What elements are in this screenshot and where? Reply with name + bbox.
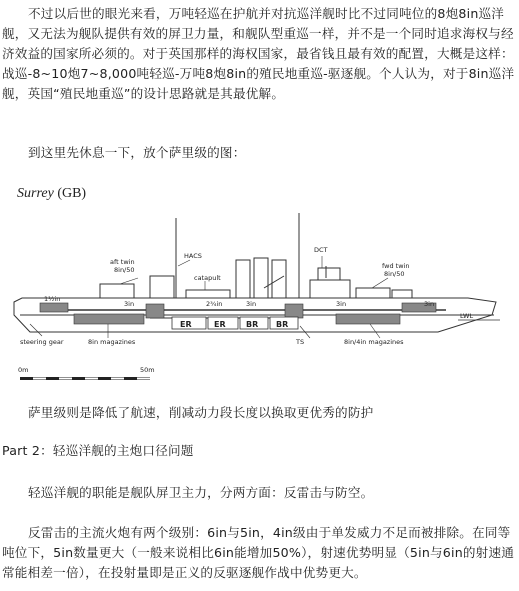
label-deck-3in-b: 3in [246, 300, 257, 308]
figure-title-name: Surrey [17, 186, 54, 201]
label-hacs: HACS [184, 252, 202, 260]
label-deck-3in-a: 3in [124, 300, 135, 308]
label-fwd-twin-cal: 8in/50 [384, 270, 405, 278]
paragraph-role: 轻巡洋舰的职能是舰队屏卫主力，分两方面：反雷击与防空。 [28, 485, 374, 500]
label-ts: TS [296, 338, 305, 346]
figure-title-suffix: (GB) [57, 186, 87, 201]
label-er-1: ER [180, 320, 192, 329]
surrey-figure [0, 180, 519, 390]
paragraph-surrey-note: 萨里级则是降低了航速，削减动力段长度以换取更优秀的防护 [28, 405, 374, 420]
aft-armour-block [40, 303, 68, 312]
label-deck-2in: 2¾in [206, 300, 223, 308]
paragraph-break-note: 到这里先休息一下，放个萨里级的图： [28, 145, 246, 160]
label-deck-3in-c: 3in [336, 300, 347, 308]
label-er-2: ER [214, 320, 226, 329]
label-dct: DCT [314, 246, 328, 254]
aft-turret-house [100, 284, 134, 298]
catapult [186, 290, 230, 298]
label-deck-3in-d: 3in [424, 300, 435, 308]
paragraph-intro: 不过以后世的眼光来看，万吨轻巡在护航并对抗巡洋舰时比不过同吨位的8炮8in巡洋舰，又无法为舰队提供有效的屏卫力量，和舰队型重巡一样，并不是一个同时追求海权与经济效益的国家所必须的。对于英国那样的海权国家，最省钱且最有效的配置，大概是这样：战巡-8~10炮7~8,000吨轻巡-万吨8炮8in的殖民地重巡-驱逐舰。个人认为，对于8in巡洋舰，英国“殖民地重巡”的设计思路就是其最优解。 [2, 6, 515, 101]
label-br-1: BR [246, 320, 259, 329]
scale-label-0: 0m [18, 366, 29, 374]
bridge [310, 280, 350, 298]
label-belt-left: 1½in [44, 295, 61, 303]
scale-label-50: 50m [140, 366, 155, 374]
section-heading-part2: Part 2：轻巡洋舰的主炮口径问题 [2, 443, 194, 458]
figure-title [17, 186, 86, 202]
label-lwl: LWL [460, 312, 474, 320]
label-mag-fwd: 8in/4in magazines [344, 338, 404, 346]
scale-bar [18, 366, 155, 380]
label-fwd-twin: fwd twin [382, 262, 410, 270]
label-br-2: BR [276, 320, 289, 329]
label-mag-aft: 8in magazines [88, 338, 136, 346]
fwd-turret-house [356, 288, 390, 298]
label-aft-twin: aft twin [110, 258, 135, 266]
label-catapult: catapult [194, 274, 221, 282]
paragraph-anti-torpedo: 反雷击的主流火炮有两个级别：6in与5in，4in级由于单发威力不足而被排除。在同等吨位下，5in数量更大（一般来说相比6in能增加50%），射速优势明显（5in与6in的射速通常能相差一倍），在投射量即是正义的反驱逐舰作战中优势更大。 [2, 525, 515, 580]
label-aft-twin-cal: 8in/50 [114, 266, 135, 274]
funnel-aft [236, 260, 250, 298]
ship-profile-drawing [0, 180, 519, 390]
funnel-mid [254, 258, 268, 298]
aft-magazine-armour [74, 314, 144, 324]
label-steering: steering gear [20, 338, 64, 346]
fwd-magazine-armour [336, 314, 400, 324]
